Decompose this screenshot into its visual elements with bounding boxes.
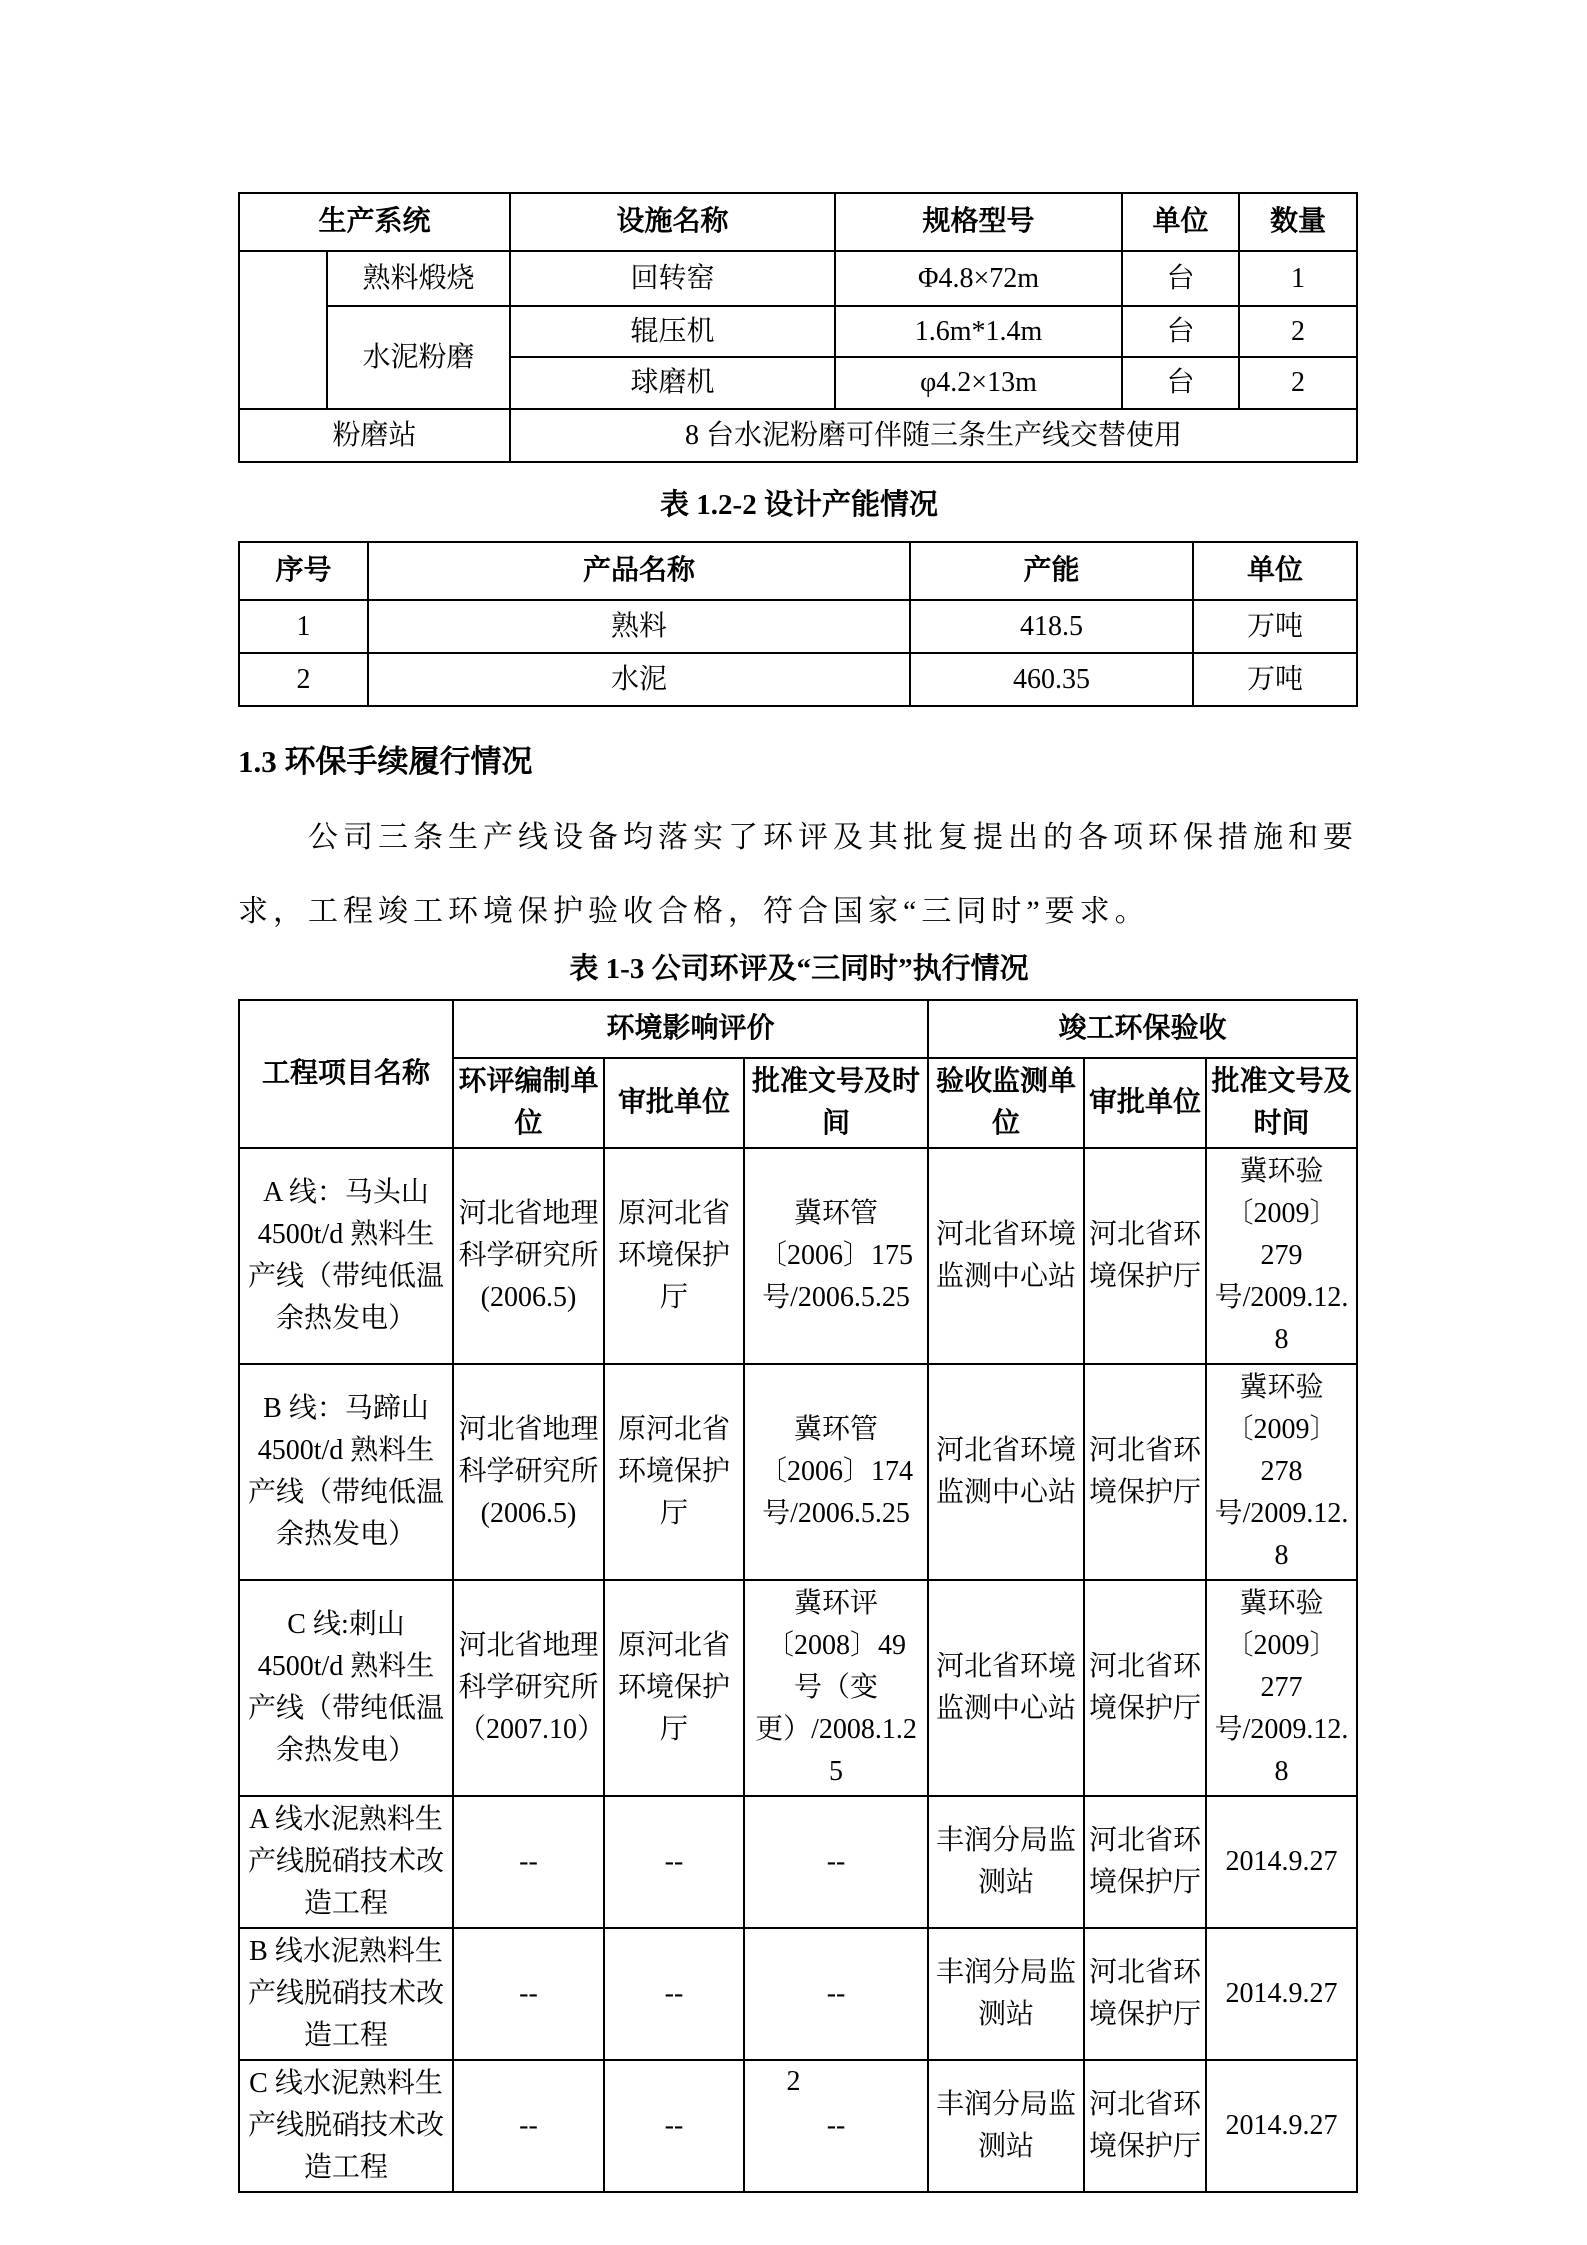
eia-cell-monitor: 丰润分局监测站 [928,1928,1084,2060]
eia-cell-docno2: 2014.9.27 [1206,1796,1357,1928]
equipment-group-cell-empty [239,251,327,409]
equipment-cell-facility: 球磨机 [510,357,835,409]
eia-subheader-docno2: 批准文号及时间 [1206,1058,1357,1148]
table-row [239,251,1357,306]
equipment-cell-system: 熟料煅烧 [327,251,510,306]
eia-header-project: 工程项目名称 [239,1000,453,1148]
eia-cell-project: C 线水泥熟料生产线脱硝技术改造工程 [239,2060,453,2192]
equipment-cell-qty: 2 [1239,306,1357,357]
eia-cell-approver: -- [604,1796,744,1928]
equipment-cell-facility: 辊压机 [510,306,835,357]
equipment-cell-qty: 1 [1239,251,1357,306]
eia-cell-project: C 线:刺山 4500t/d 熟料生产线（带纯低温余热发电） [239,1580,453,1796]
eia-cell-project: A 线水泥熟料生产线脱硝技术改造工程 [239,1796,453,1928]
capacity-header-product: 产品名称 [368,542,910,600]
equipment-station-note: 8 台水泥粉磨可伴随三条生产线交替使用 [510,409,1357,462]
capacity-table [238,541,1358,707]
equipment-table [238,192,1358,463]
capacity-header-unit: 单位 [1193,542,1357,600]
eia-cell-compiler: -- [453,1796,604,1928]
table-row [239,1148,1357,1364]
eia-subheader-approver: 审批单位 [604,1058,744,1148]
eia-cell-docno2: 冀环验〔2009〕279 号/2009.12.8 [1206,1148,1357,1364]
eia-cell-docno: -- [744,1928,928,2060]
eia-cell-approver: -- [604,1928,744,2060]
eia-cell-monitor: 河北省环境监测中心站 [928,1580,1084,1796]
equipment-cell-spec: Φ4.8×72m [835,251,1122,306]
equipment-cell-facility: 回转窑 [510,251,835,306]
page-content [238,192,1360,2193]
section-heading: 1.3 环保手续履行情况 [238,744,533,779]
eia-cell-compiler: 河北省地理科学研究所(2006.5) [453,1364,604,1580]
equipment-cell-qty: 2 [1239,357,1357,409]
equipment-cell-unit: 台 [1122,357,1239,409]
eia-cell-approver2: 河北省环境保护厅 [1084,2060,1206,2192]
capacity-cell-index: 2 [239,653,368,706]
eia-cell-monitor: 丰润分局监测站 [928,2060,1084,2192]
equipment-header-unit: 单位 [1122,193,1239,251]
eia-header-group-eia: 环境影响评价 [453,1000,928,1058]
capacity-header-index: 序号 [239,542,368,600]
eia-cell-docno: 冀环评〔2008〕49 号（变更）/2008.1.25 [744,1580,928,1796]
equipment-header-qty: 数量 [1239,193,1357,251]
eia-cell-monitor: 河北省环境监测中心站 [928,1148,1084,1364]
eia-subheader-docno: 批准文号及时间 [744,1058,928,1148]
table-row [239,1364,1357,1580]
eia-header-group-acceptance: 竣工环保验收 [928,1000,1357,1058]
equipment-cell-unit: 台 [1122,306,1239,357]
equipment-cell-unit: 台 [1122,251,1239,306]
capacity-cell-unit: 万吨 [1193,653,1357,706]
eia-cell-approver: 原河北省环境保护厅 [604,1364,744,1580]
eia-cell-docno2: 2014.9.27 [1206,2060,1357,2192]
eia-cell-docno2: 冀环验〔2009〕277 号/2009.12.8 [1206,1580,1357,1796]
eia-cell-compiler: -- [453,2060,604,2192]
equipment-header-facility: 设施名称 [510,193,835,251]
table-row [239,409,1357,462]
eia-header-group-row [239,1000,1357,1058]
eia-cell-docno2: 冀环验〔2009〕278 号/2009.12.8 [1206,1364,1357,1580]
table-row [239,1928,1357,2060]
eia-cell-docno: -- [744,1796,928,1928]
eia-cell-approver2: 河北省环境保护厅 [1084,1364,1206,1580]
capacity-cell-product: 熟料 [368,600,910,653]
equipment-cell-spec: φ4.2×13m [835,357,1122,409]
eia-cell-docno: -- [744,2060,928,2192]
eia-cell-approver2: 河北省环境保护厅 [1084,1580,1206,1796]
eia-cell-approver2: 河北省环境保护厅 [1084,1148,1206,1364]
capacity-table-title: 表 1.2-2 设计产能情况 [660,489,938,521]
equipment-station-label: 粉磨站 [239,409,510,462]
capacity-cell-unit: 万吨 [1193,600,1357,653]
equipment-cell-system: 水泥粉磨 [327,306,510,409]
eia-cell-docno2: 2014.9.27 [1206,1928,1357,2060]
table-row [239,1796,1357,1928]
eia-subheader-monitor: 验收监测单位 [928,1058,1084,1148]
eia-cell-approver: -- [604,2060,744,2192]
eia-cell-monitor: 河北省环境监测中心站 [928,1364,1084,1580]
eia-cell-approver2: 河北省环境保护厅 [1084,1928,1206,2060]
eia-cell-compiler: -- [453,1928,604,2060]
capacity-header-row [239,542,1357,600]
section-paragraph: 公司三条生产线设备均落实了环评及其批复提出的各项环保措施和要求，工程竣工环境保护验收合格，符合国家“三同时”要求。 [238,821,1358,928]
capacity-header-capacity: 产能 [910,542,1193,600]
capacity-cell-capacity: 418.5 [910,600,1193,653]
eia-cell-approver: 原河北省环境保护厅 [604,1580,744,1796]
eia-cell-approver: 原河北省环境保护厅 [604,1148,744,1364]
eia-cell-compiler: 河北省地理科学研究所(2006.5) [453,1148,604,1364]
eia-cell-project: A 线：马头山 4500t/d 熟料生产线（带纯低温余热发电） [239,1148,453,1364]
equipment-cell-spec: 1.6m*1.4m [835,306,1122,357]
equipment-header-spec: 规格型号 [835,193,1122,251]
page-number: 2 [786,2066,801,2097]
eia-cell-project: B 线水泥熟料生产线脱硝技术改造工程 [239,1928,453,2060]
eia-cell-compiler: 河北省地理科学研究所（2007.10） [453,1580,604,1796]
eia-table-title: 表 1-3 公司环评及“三同时”执行情况 [569,953,1029,985]
capacity-cell-product: 水泥 [368,653,910,706]
table-row [239,653,1357,706]
capacity-cell-index: 1 [239,600,368,653]
eia-cell-monitor: 丰润分局监测站 [928,1796,1084,1928]
table-row [239,306,1357,357]
equipment-header-row [239,193,1357,251]
eia-cell-docno: 冀环管〔2006〕175 号/2006.5.25 [744,1148,928,1364]
table-row [239,1580,1357,1796]
eia-subheader-compiler: 环评编制单位 [453,1058,604,1148]
eia-cell-approver2: 河北省环境保护厅 [1084,1796,1206,1928]
capacity-cell-capacity: 460.35 [910,653,1193,706]
eia-subheader-approver2: 审批单位 [1084,1058,1206,1148]
eia-table [238,999,1358,2193]
eia-cell-project: B 线：马蹄山 4500t/d 熟料生产线（带纯低温余热发电） [239,1364,453,1580]
eia-cell-docno: 冀环管〔2006〕174 号/2006.5.25 [744,1364,928,1580]
equipment-header-system: 生产系统 [239,193,510,251]
table-row [239,600,1357,653]
